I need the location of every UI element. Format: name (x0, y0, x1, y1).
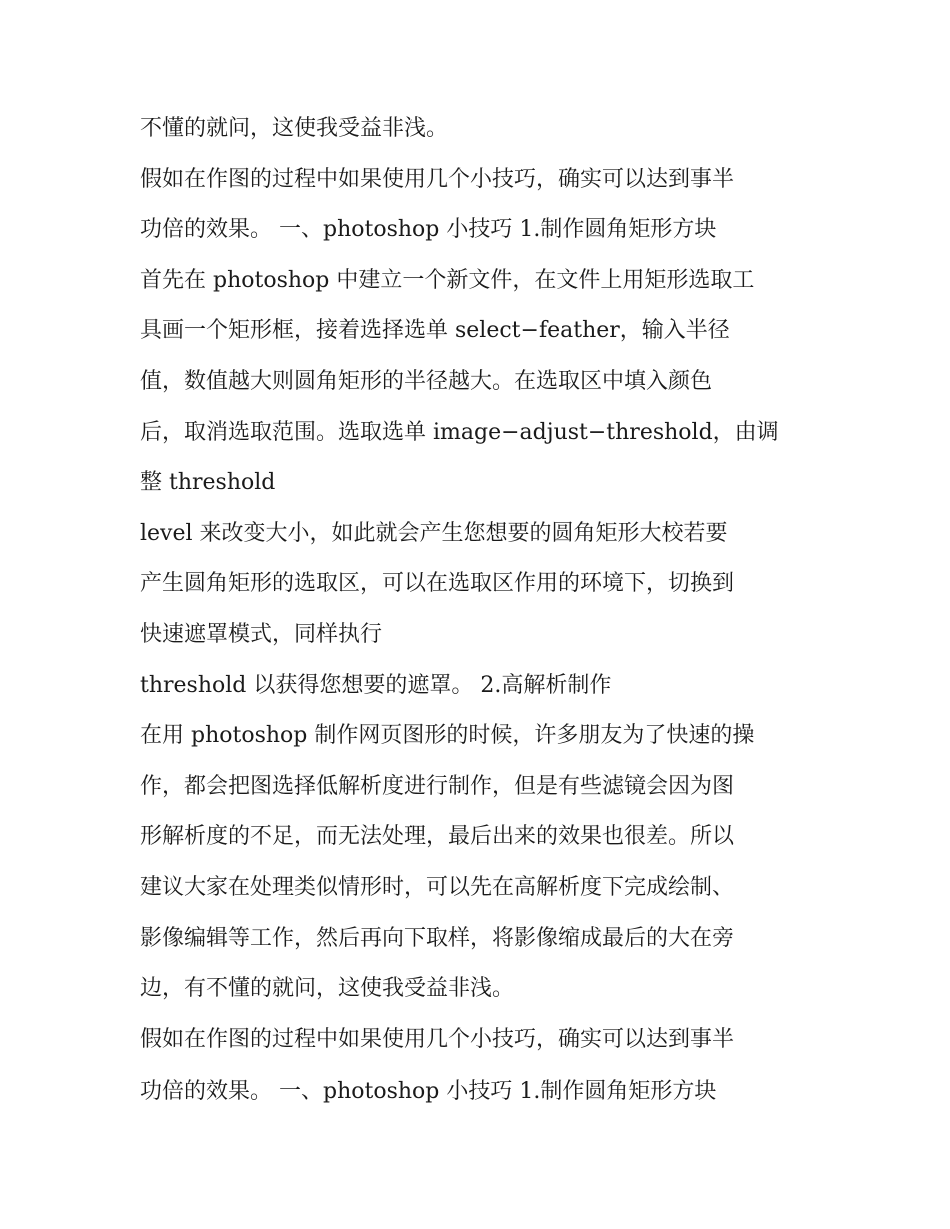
text-line: 形解析度的不足，而无法处理，最后出来的效果也很差。所以 (140, 824, 735, 849)
text-line: 作，都会把图选择低解析度进行制作，但是有些滤镜会因为图 (140, 774, 735, 799)
text-line: 建议大家在处理类似情形时，可以先在高解析度下完成绘制、 (140, 875, 735, 900)
text-line: 边，有不懂的就问，这使我受益非浅。 (140, 976, 515, 1001)
text-line: 后，取消选取范围。选取选单 image−adjust−threshold，由调 (140, 420, 779, 445)
text-line: 功倍的效果。 一、photoshop 小技巧 1.制作圆角矩形方块 (140, 1079, 717, 1104)
text-line: 值，数值越大则圆角矩形的半径越大。在选取区中填入颜色 (140, 369, 713, 394)
text-line: level 来改变大小，如此就会产生您想要的圆角矩形大校若要 (140, 521, 728, 546)
text-line: 在用 photoshop 制作网页图形的时候，许多朋友为了快速的操 (140, 723, 755, 748)
text-line: 具画一个矩形框，接着选择选单 select−feather，输入半径 (140, 318, 730, 343)
text-line: 假如在作图的过程中如果使用几个小技巧，确实可以达到事半 (140, 1027, 735, 1052)
text-line: 快速遮罩模式，同样执行 (140, 622, 383, 647)
text-line: 产生圆角矩形的选取区，可以在选取区作用的环境下，切换到 (140, 571, 735, 596)
text-line: 影像编辑等工作，然后再向下取样，将影像缩成最后的大在旁 (140, 926, 735, 951)
text-line: threshold 以获得您想要的遮罩。 2.高解析制作 (140, 673, 612, 698)
text-line: 首先在 photoshop 中建立一个新文件，在文件上用矩形选取工 (140, 268, 755, 293)
text-line: 不懂的就问，这使我受益非浅。 (140, 116, 449, 141)
text-line: 假如在作图的过程中如果使用几个小技巧，确实可以达到事半 (140, 167, 735, 192)
text-line: 功倍的效果。 一、photoshop 小技巧 1.制作圆角矩形方块 (140, 217, 717, 242)
text-line: 整 threshold (140, 470, 276, 495)
